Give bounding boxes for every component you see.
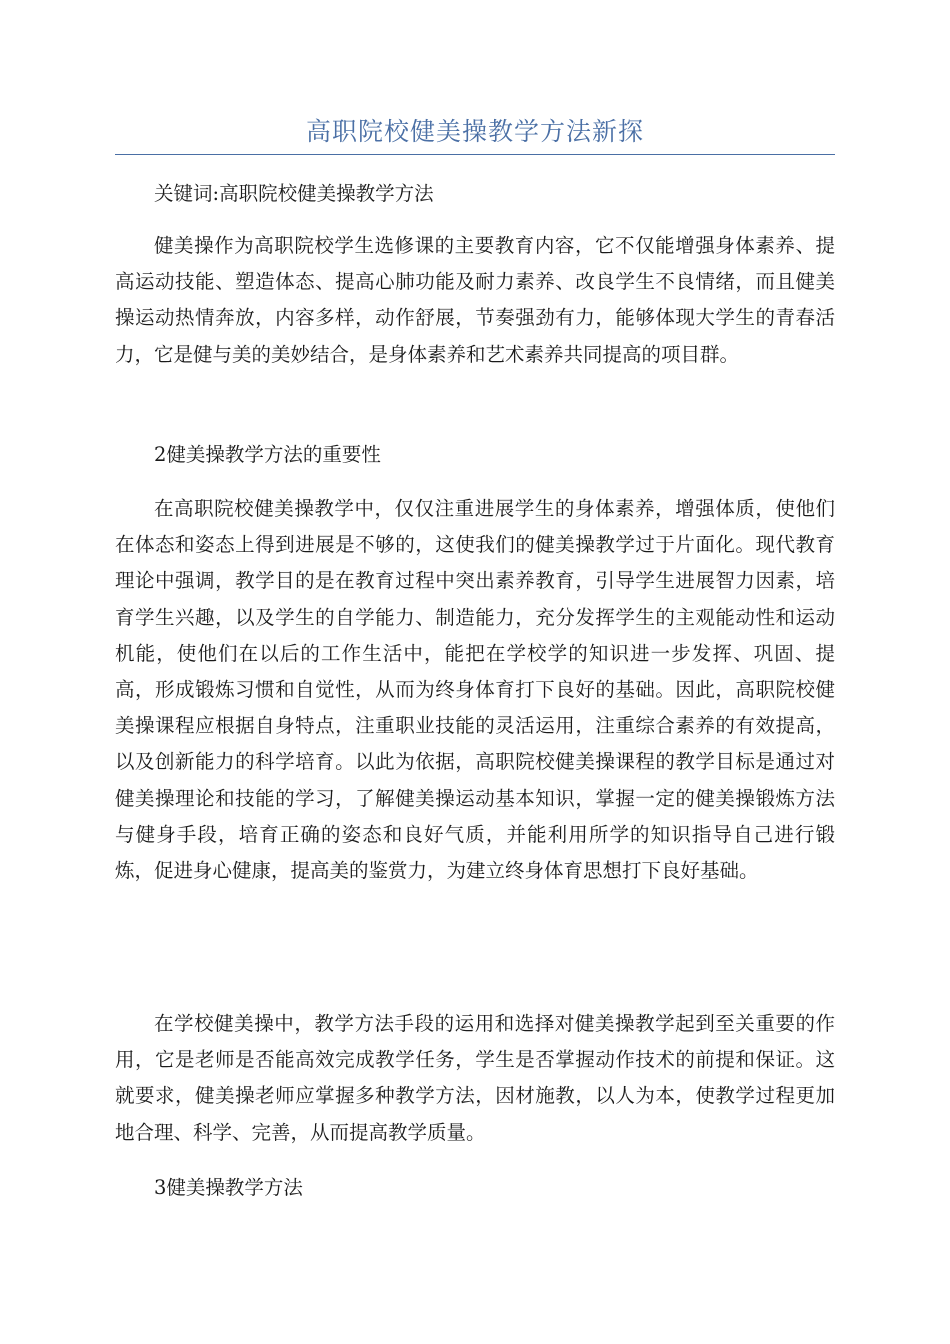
page-title: 高职院校健美操教学方法新探 bbox=[305, 117, 644, 146]
section-heading-3: 3健美操教学方法 bbox=[154, 1176, 303, 1199]
section-heading-2: 2健美操教学方法的重要性 bbox=[154, 443, 381, 466]
title-underline bbox=[115, 154, 835, 155]
keywords-line: 关键词:高职院校健美操教学方法 bbox=[154, 182, 434, 205]
body-paragraph-importance: 在高职院校健美操教学中，仅仅注重进展学生的身体素养，增强体质，使他们在体态和姿态上得到进展是不够的，这使我们的健美操教学过于片面化。现代教育理论中强调，教学目的是在教育过程中突出素养教育，引导学生进展智力因素，培育学生兴趣，以及学生的自学能力、制造能力，充分发挥学生的主观能动性和运动机能，使他们在以后的工作生活中，能把在学校学的知识进一步发挥、巩固、提高，形成锻炼习惯和自觉性，从而为终身体育打下良好的基础。因此，高职院校健美操课程应根据自身特点，注重职业技能的灵活运用，注重综合素养的有效提高，以及创新能力的科学培育。以此为依据，高职院校健美操课程的教学目标是通过对健美操理论和技能的学习，了解健美操运动基本知识，掌握一定的健美操锻炼方法与健身手段，培育正确的姿态和良好气质，并能利用所学的知识指导自己进行锻炼，促进身心健康，提高美的鉴赏力，为建立终身体育思想打下良好基础。 bbox=[115, 497, 835, 883]
body-paragraph-methods-role: 在学校健美操中，教学方法手段的运用和选择对健美操教学起到至关重要的作用，它是老师是否能高效完成教学任务，学生是否掌握动作技术的前提和保证。这就要求，健美操老师应掌握多种教学方法，因材施教，以人为本，使教学过程更加地合理、科学、完善，从而提高教学质量。 bbox=[115, 1012, 835, 1144]
intro-paragraph: 健美操作为高职院校学生选修课的主要教育内容，它不仅能增强身体素养、提高运动技能、塑造体态、提高心肺功能及耐力素养、改良学生不良情绪，而且健美操运动热情奔放，内容多样，动作舒展，节奏强劲有力，能够体现大学生的青春活力，它是健与美的美妙结合，是身体素养和艺术素养共同提高的项目群。 bbox=[115, 234, 835, 366]
